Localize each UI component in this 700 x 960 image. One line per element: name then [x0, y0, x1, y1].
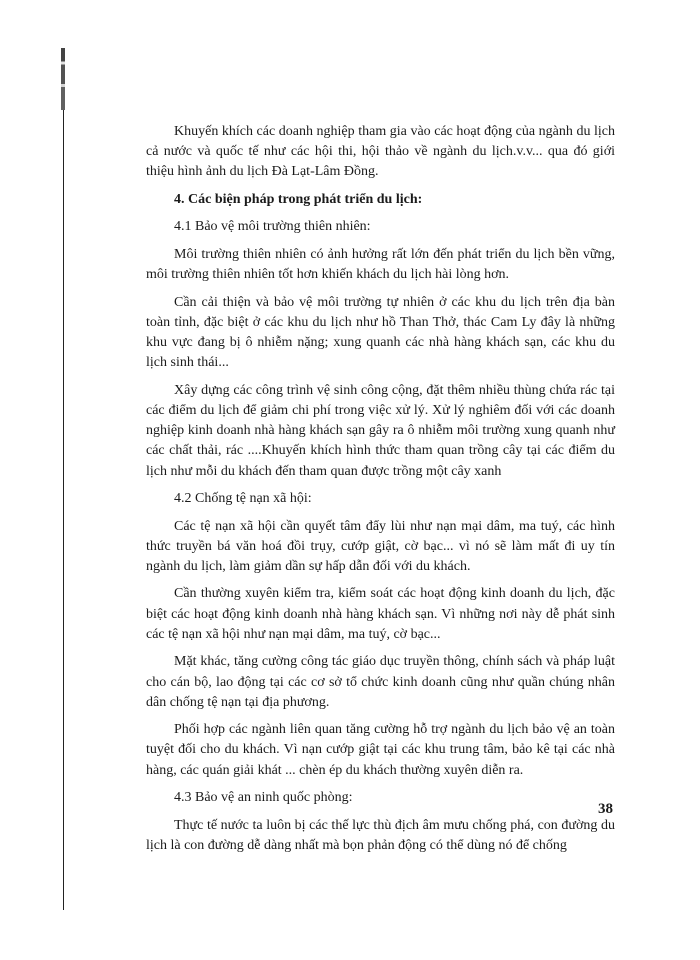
paragraph: Mặt khác, tăng cường công tác giáo dục truyền thông, chính sách và pháp luật cho cán bộ, lao động tại các cơ sở tổ chức kinh doanh cũng như quần chúng nhân dân chống tệ nạn tại địa phương.: [146, 654, 615, 710]
paragraph: Cần cải thiện và bảo vệ môi trường tự nhiên ở các khu du lịch trên địa bàn toàn tỉnh, đặc biệt ở các khu du lịch như hồ Than Thở, thác Cam Ly đây là những khu vực đang bị ô nhiễm nặng; xung quanh các nhà hàng khách sạn, các khu du lịch sinh thái...: [146, 294, 615, 371]
paragraph: Khuyến khích các doanh nghiệp tham gia vào các hoạt động của ngành du lịch cả nước và quốc tế như các hội thi, hội thảo về ngành du lịch.v.v... qua đó giới thiệu hình ảnh du lịch Đà Lạt-Lâm Đồng.: [146, 124, 615, 180]
paragraph: Môi trường thiên nhiên có ảnh hưởng rất lớn đến phát triển du lịch bền vững, môi trường thiên nhiên tốt hơn khiến khách du lịch hài lòng hơn.: [146, 246, 615, 283]
paragraph: Phối hợp các ngành liên quan tăng cường hỗ trợ ngành du lịch bảo vệ an toàn tuyệt đối cho du khách. Vì nạn cướp giật tại các khu trung tâm, bảo kê tại các nhà hàng, các quán giải khát ... chèn ép du khách thường xuyên diễn ra.: [146, 722, 615, 778]
subsection-heading: 4.3 Bảo vệ an ninh quốc phòng:: [174, 790, 353, 806]
binding-mark: [61, 48, 65, 110]
paragraph: Xây dựng các công trình vệ sinh công cộng, đặt thêm nhiều thùng chứa rác tại các điểm du lịch để giảm chi phí trong việc xử lý. Xử lý nghiêm đối với các doanh nghiệp kinh doanh nhà hàng khách sạn gây ra ô nhiễm môi trường xung quanh như các chất thải, rác ....Khuyến khích hình thức tham quan trồng cây tại các điểm du lịch như mỗi du khách đến tham quan được trồng một cây xanh: [146, 382, 615, 479]
subsection-heading: 4.1 Bảo vệ môi trường thiên nhiên:: [174, 219, 371, 235]
paragraph: Các tệ nạn xã hội cần quyết tâm đẩy lùi như nạn mại dâm, ma tuý, các hình thức truyền bá văn hoá đồi trụy, cướp giật, cờ bạc... vì nó sẽ làm mất đi uy tín ngành du lịch, làm giảm dần sự hấp dẫn đối với du khách.: [146, 518, 615, 574]
section-heading: 4. Các biện pháp trong phát triển du lịch:: [174, 191, 423, 207]
subsection-heading: 4.2 Chống tệ nạn xã hội:: [174, 491, 312, 507]
page-number: 38: [598, 801, 613, 817]
page-body: [146, 122, 615, 856]
paragraph: Cần thường xuyên kiểm tra, kiểm soát các hoạt động kinh doanh du lịch, đặc biệt các hoạt động kinh doanh nhà hàng khách sạn. Vì những nơi này dễ phát sinh các tệ nạn xã hội như nạn mại dâm, ma tuý, cờ bạc...: [146, 586, 615, 642]
binding-edge-line: [63, 110, 64, 910]
paragraph: Thực tế nước ta luôn bị các thế lực thù địch âm mưu chống phá, con đường du lịch là con đường dễ dàng nhất mà bọn phản động có thể dùng nó để chống: [146, 817, 615, 853]
